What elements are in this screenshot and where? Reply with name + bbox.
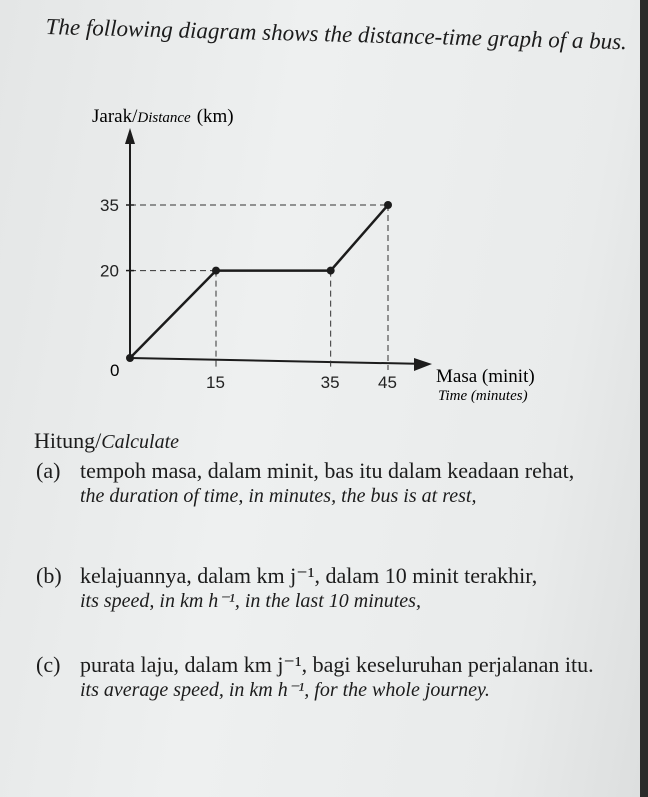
question-a bbox=[36, 458, 596, 508]
question-letter: (a) bbox=[36, 458, 61, 483]
question-en: its average speed, in km h⁻¹, for the whole journey. bbox=[80, 679, 490, 701]
calculate-heading: Hitung/Calculate bbox=[34, 428, 179, 453]
question-b bbox=[36, 563, 596, 613]
y-axis-arrow-icon bbox=[125, 128, 135, 144]
data-point bbox=[384, 201, 392, 209]
question-ms: purata laju, dalam km j⁻¹, bagi keseluruhan perjalanan itu. bbox=[80, 652, 594, 677]
data-point bbox=[327, 267, 335, 275]
question-letter: (b) bbox=[36, 563, 62, 588]
question-ms: tempoh masa, dalam minit, bas itu dalam keadaan rehat, bbox=[80, 458, 575, 483]
y-tick-label: 20 bbox=[100, 261, 119, 281]
x-tick-label: 15 bbox=[206, 373, 225, 392]
x-tick-label: 45 bbox=[378, 373, 397, 392]
question-letter: (c) bbox=[36, 652, 61, 677]
question-ms: kelajuannya, dalam km j⁻¹, dalam 10 minit terakhir, bbox=[80, 563, 538, 588]
question-c bbox=[36, 652, 596, 702]
question-en: the duration of time, in minutes, the bus is at rest, bbox=[80, 485, 477, 507]
x-tick-label: 35 bbox=[320, 373, 340, 392]
data-point bbox=[126, 354, 134, 362]
question-en: its speed, in km h⁻¹, in the last 10 minutes, bbox=[80, 590, 421, 612]
y-axis-label: Jarak/Distance (km) bbox=[92, 106, 234, 127]
data-point bbox=[212, 267, 220, 275]
y-tick-label: 35 bbox=[100, 196, 119, 215]
distance-line bbox=[130, 205, 388, 358]
origin-label: 0 bbox=[110, 361, 120, 380]
x-axis-arrow-icon bbox=[414, 358, 432, 371]
intro-text: The following diagram shows the distance-time graph of a bus. bbox=[45, 14, 628, 55]
x-axis bbox=[130, 358, 428, 364]
x-axis-label-en: Time (minutes) bbox=[438, 388, 528, 404]
x-axis-label-ms: Masa (minit) bbox=[436, 366, 535, 387]
